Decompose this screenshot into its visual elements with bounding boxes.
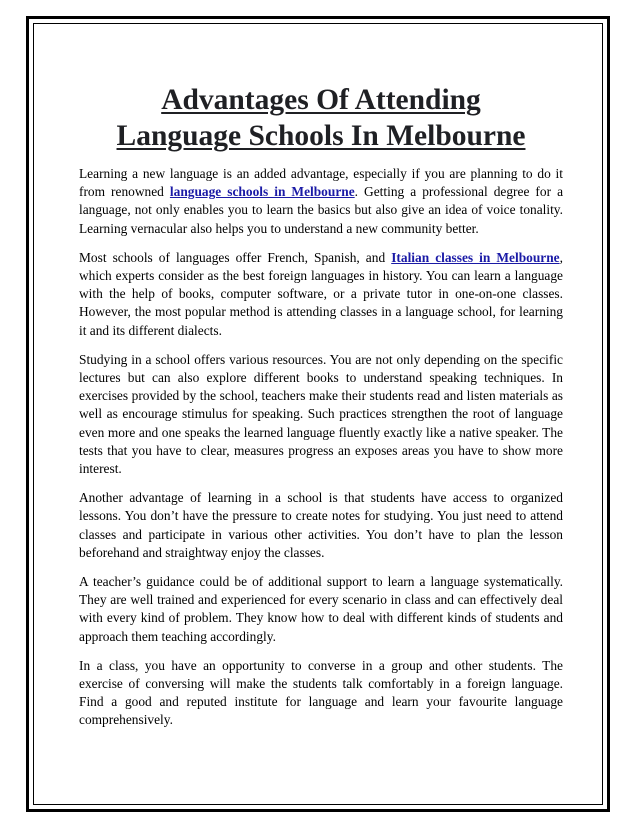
document-title [79, 82, 563, 154]
paragraph-6: In a class, you have an opportunity to converse in a group and other students. The exercise of conversing will make the students talk comfortably in a foreign language. Find a good and reputed institute for language and learn your favourite language comprehensively. [79, 657, 563, 728]
language-schools-link[interactable]: language schools in Melbourne [169, 184, 355, 200]
title-line-2: Language Schools In Melbourne [116, 120, 526, 152]
paragraph-3: Studying in a school offers various resources. You are not only depending on the specific lectures but can also explore different books to understand speaking techniques. In exercises provided by the school, teachers make their students read and listen materials as well as encourage stimulus for speaking. Such practices strengthen the root of language even more and one speaks the learned language fluently exactly like a native speaker. The tests that you have to clear, measures progress an exposes areas you have to show more interest. [79, 351, 563, 477]
paragraph-4: Another advantage of learning in a school is that students have access to organized lessons. You don’t have the pressure to create notes for studying. You just need to attend classes and participate in various other activities. You don’t have to plan the lesson beforehand and straightway enjoy the classes. [79, 490, 563, 560]
paragraph-1 [79, 165, 563, 238]
title-line-1: Advantages Of Attending [161, 84, 481, 116]
paragraph-2-text-before: Most schools of languages offer French, Spanish, and [79, 249, 392, 265]
paragraph-2-text-after: , which experts consider as the best foreign languages in history. You can learn a language with the help of books, computer software, or a private tutor in one-on-one classes. However, the most popular method is attending classes in a language school, for learning it and its different dialects. [79, 249, 563, 338]
italian-classes-link[interactable]: Italian classes in Melbourne [391, 249, 560, 265]
paragraph-1-text-after: . Getting a professional degree for a language, not only enables you to learn the basics but also give an idea of voice tonality. Learning vernacular also helps you to understand a new community better. [79, 184, 564, 236]
document-body [79, 82, 563, 741]
paragraph-2 [79, 249, 563, 340]
paragraph-5: A teacher’s guidance could be of additional support to learn a language systematically. They are well trained and experienced for every scenario in class and can effectively deal with every kind of problem. They know how to deal with different kinds of students and approach them teaching accordingly. [79, 574, 563, 644]
paragraph-1-text-before: Learning a new language is an added advantage, especially if you are planning to do it from renowned [79, 166, 563, 200]
